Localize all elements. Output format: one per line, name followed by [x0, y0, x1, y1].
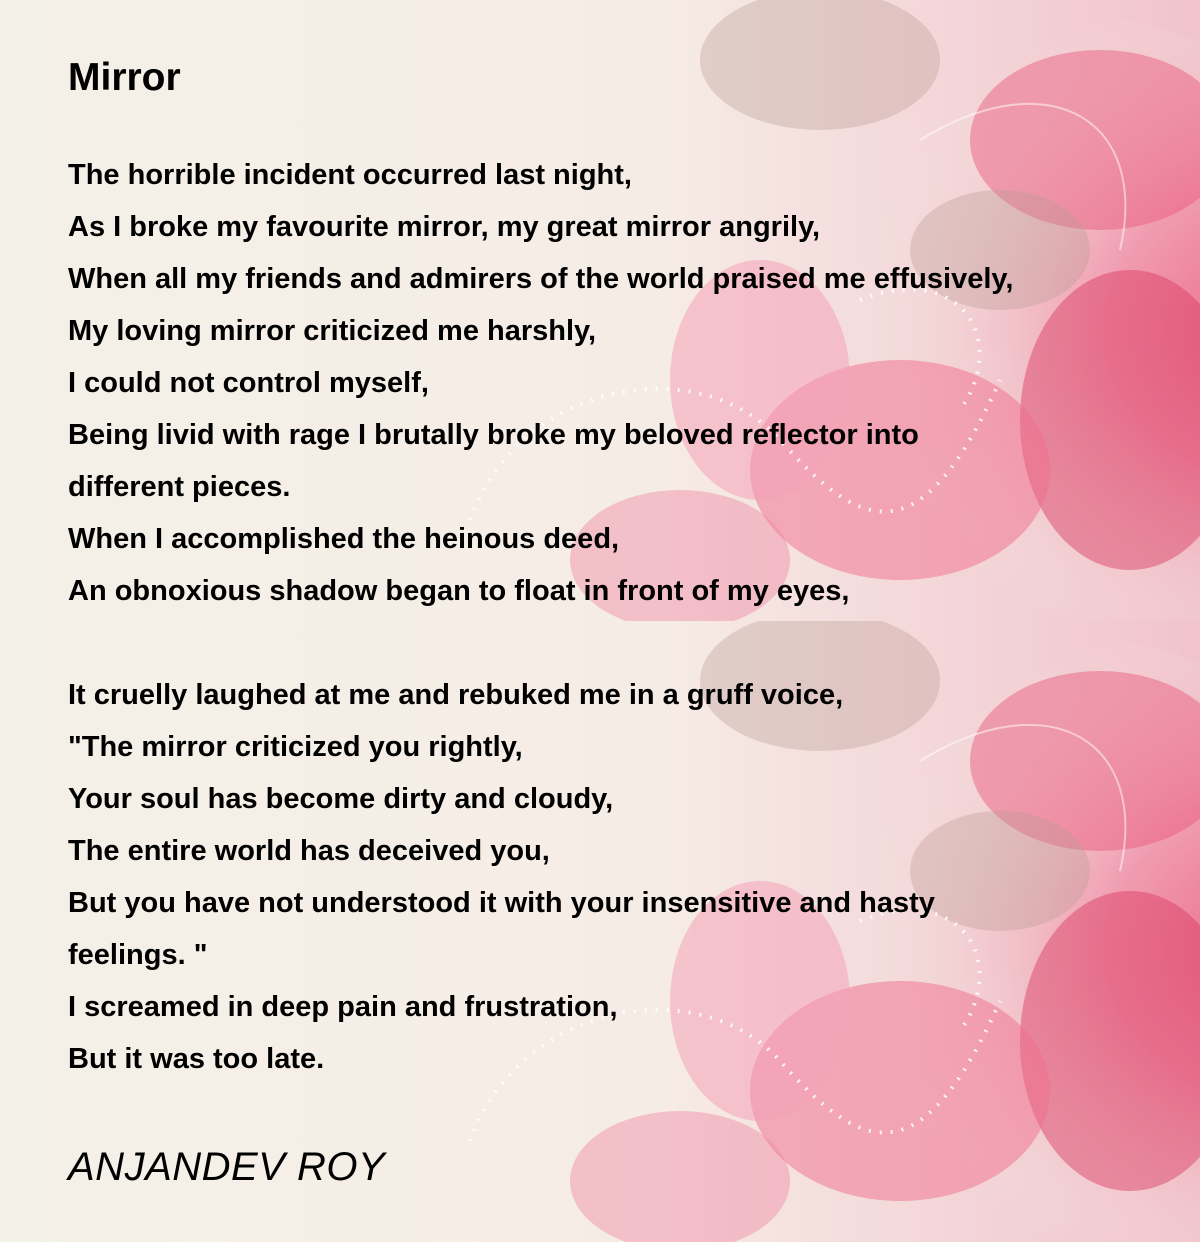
- poem-line: But you have not understood it with your insensitive and hasty: [68, 887, 935, 919]
- poem-author: ANJANDEV ROY: [68, 1145, 386, 1189]
- poem-line: An obnoxious shadow began to float in front of my eyes,: [68, 575, 850, 607]
- poem-line: I screamed in deep pain and frustration,: [68, 991, 618, 1023]
- poem-line: Being livid with rage I brutally broke my beloved reflector into: [68, 419, 919, 451]
- poem-line: When all my friends and admirers of the world praised me effusively,: [68, 263, 1014, 295]
- poem-line: I could not control myself,: [68, 367, 429, 399]
- poem-title: Mirror: [68, 56, 181, 99]
- poem-line: feelings. ": [68, 939, 208, 971]
- poem-line: The horrible incident occurred last night,: [68, 159, 632, 191]
- poem-line: But it was too late.: [68, 1043, 325, 1075]
- poem-line: Your soul has become dirty and cloudy,: [68, 783, 614, 815]
- poem-line: different pieces.: [68, 471, 291, 503]
- poem-line: My loving mirror criticized me harshly,: [68, 315, 597, 347]
- poem-line: As I broke my favourite mirror, my great mirror angrily,: [68, 211, 821, 243]
- poem-line: When I accomplished the heinous deed,: [68, 523, 620, 555]
- poem-line: The entire world has deceived you,: [68, 835, 550, 867]
- poem-line: "The mirror criticized you rightly,: [68, 731, 523, 763]
- poem-line: It cruelly laughed at me and rebuked me in a gruff voice,: [68, 679, 844, 711]
